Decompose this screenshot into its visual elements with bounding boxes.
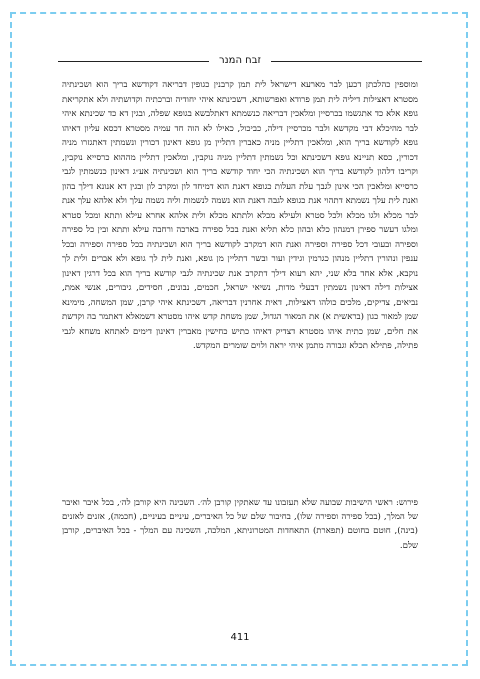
page-number: 411 — [230, 632, 250, 643]
header-rule-left — [58, 61, 209, 62]
running-header — [58, 52, 422, 68]
commentary-paragraph: פירוש: ראשי הישיבות שבועה שלא תעזבונו עד שאתקין קורבן לה׳. השכינה היא קורבן לה׳, בכל איבר ואיבר של המלך, (בכל ספירה וספירה שלו), בחיבור שלם של כל האיברים, עיניים בעיניים, (חכמה), אזנים לאזנים (בינה), חוטם בחוטם (תפארת) התאחדות המטרוניתא, המלכה, השכינה עם המלך - בכל האיברים, קורבן שלם. — [62, 498, 418, 551]
commentary-block — [62, 496, 418, 553]
main-text-block — [62, 78, 418, 354]
main-paragraph: ומוספין כהלכתן דכען לבר מארעא דישראל לית תמן קרבנין כגופין דבריאה דקודשא בריך הוא ושכינתיה מסטרא דאצילות דיליה לית תמן פרודא ואפרשותא, דשכינתא איהי יחודיה וברכתיה וקדושתיה ולא אתקריאת גופא אלא כד אתגשמו בכרסיין ומלאכין דבריאה כנשמתא דאתלבשא בגופא שפלה, ובגין דא כד שכינתא איהי לבר מהיכלא דבי מקדשא ולבר מכרסיין דילה, כביכול, כאילו לא הוה חד עמיה מסטרא דכסא עליון דאיהו גופא לקודשא בריך הוא, ומלאכין דתליין מניה כאברין דתליין מן גופא דאינון דכורין ונשמתין דאתגזרו מניה דכורין, כסא תניינא גופא דשכינתא וכל נשמתין דתליין מניה נוקבין, ומלאכין דתליין מההוא כרסייא נוקבין, וקריבו דלהון לקודשא בריך הוא ושכינתיה הכי יחוד קודשא בריך הוא ושכינתיה אע״ג דאינון כנשמתין לגבי כרסייא ומלאכין הכי אינון לגבך עלת העלות כגופא דאנת הוא דמיחד לון ומקרב לון ובגין דא אנונא דילך בהון ואנת לית עלך נשמתא דתהוי אנת כגופא לגבה דאנת הוא נשמה לנשמות וליה נשמה עלך ולא אלהא עלך אנת לבר מכלא ולגו מכלא ולכל סטרא ולעילא מכלא ולתתא מכלא ולית אלהא אחרא עילא ותתא ומכל סטרא ומלגו דעשר ספירן דמנהון כלא ובהון כלא תליא ואנת בכל ספירה בארכה ורחבה עילא ותתא ובין כל ספירה וספירה ובעובי דכל ספירה וספירה ואנת הוא דמקרב לקודשא בריך הוא ושכינתיה בכל ספירה וספירה ובכל ענפין ונהורין דתליין מנהון כגרמין וגידין ועור ובשר דתליין מן גופא, ואנת לית לך גופא ולא אברים ולית לך נוקבא, אלא אחד בלא שני, יהא רעוא דילך דתקרב אנת שכינתיה לגבי קודשא בריך הוא בכל דרגין דאינון אצילות דילה דאינון נשמתין דבעלי מדות, נשיאי ישראל, חכמים, נבונים, חסידים, גיבורים, אנשי אמת, נביאים, צדיקים, מלכים כולהו דאצילות, דאית אחרנין דבריאה, דשכינתא איהי קרבן, שמן המשחה, מימינא שמן למאור כגון (בראשית א) את המאור הגדול, שמן משחת קדש איהו מסטרא דשמאלא דאתמר בה וקדשת את חלים, שמן כתית איהו מסטרא דצדיק דאיהו כתיש כחישין מאברין דאינון דימים לאתחא משחא לגבי פתילה, פתילא תכלא וגבורה מתמן איהי יראה ולוים שומרים המקדש. — [62, 80, 418, 351]
header-title: זבח המנר — [219, 54, 261, 66]
header-rule-right — [271, 61, 422, 62]
